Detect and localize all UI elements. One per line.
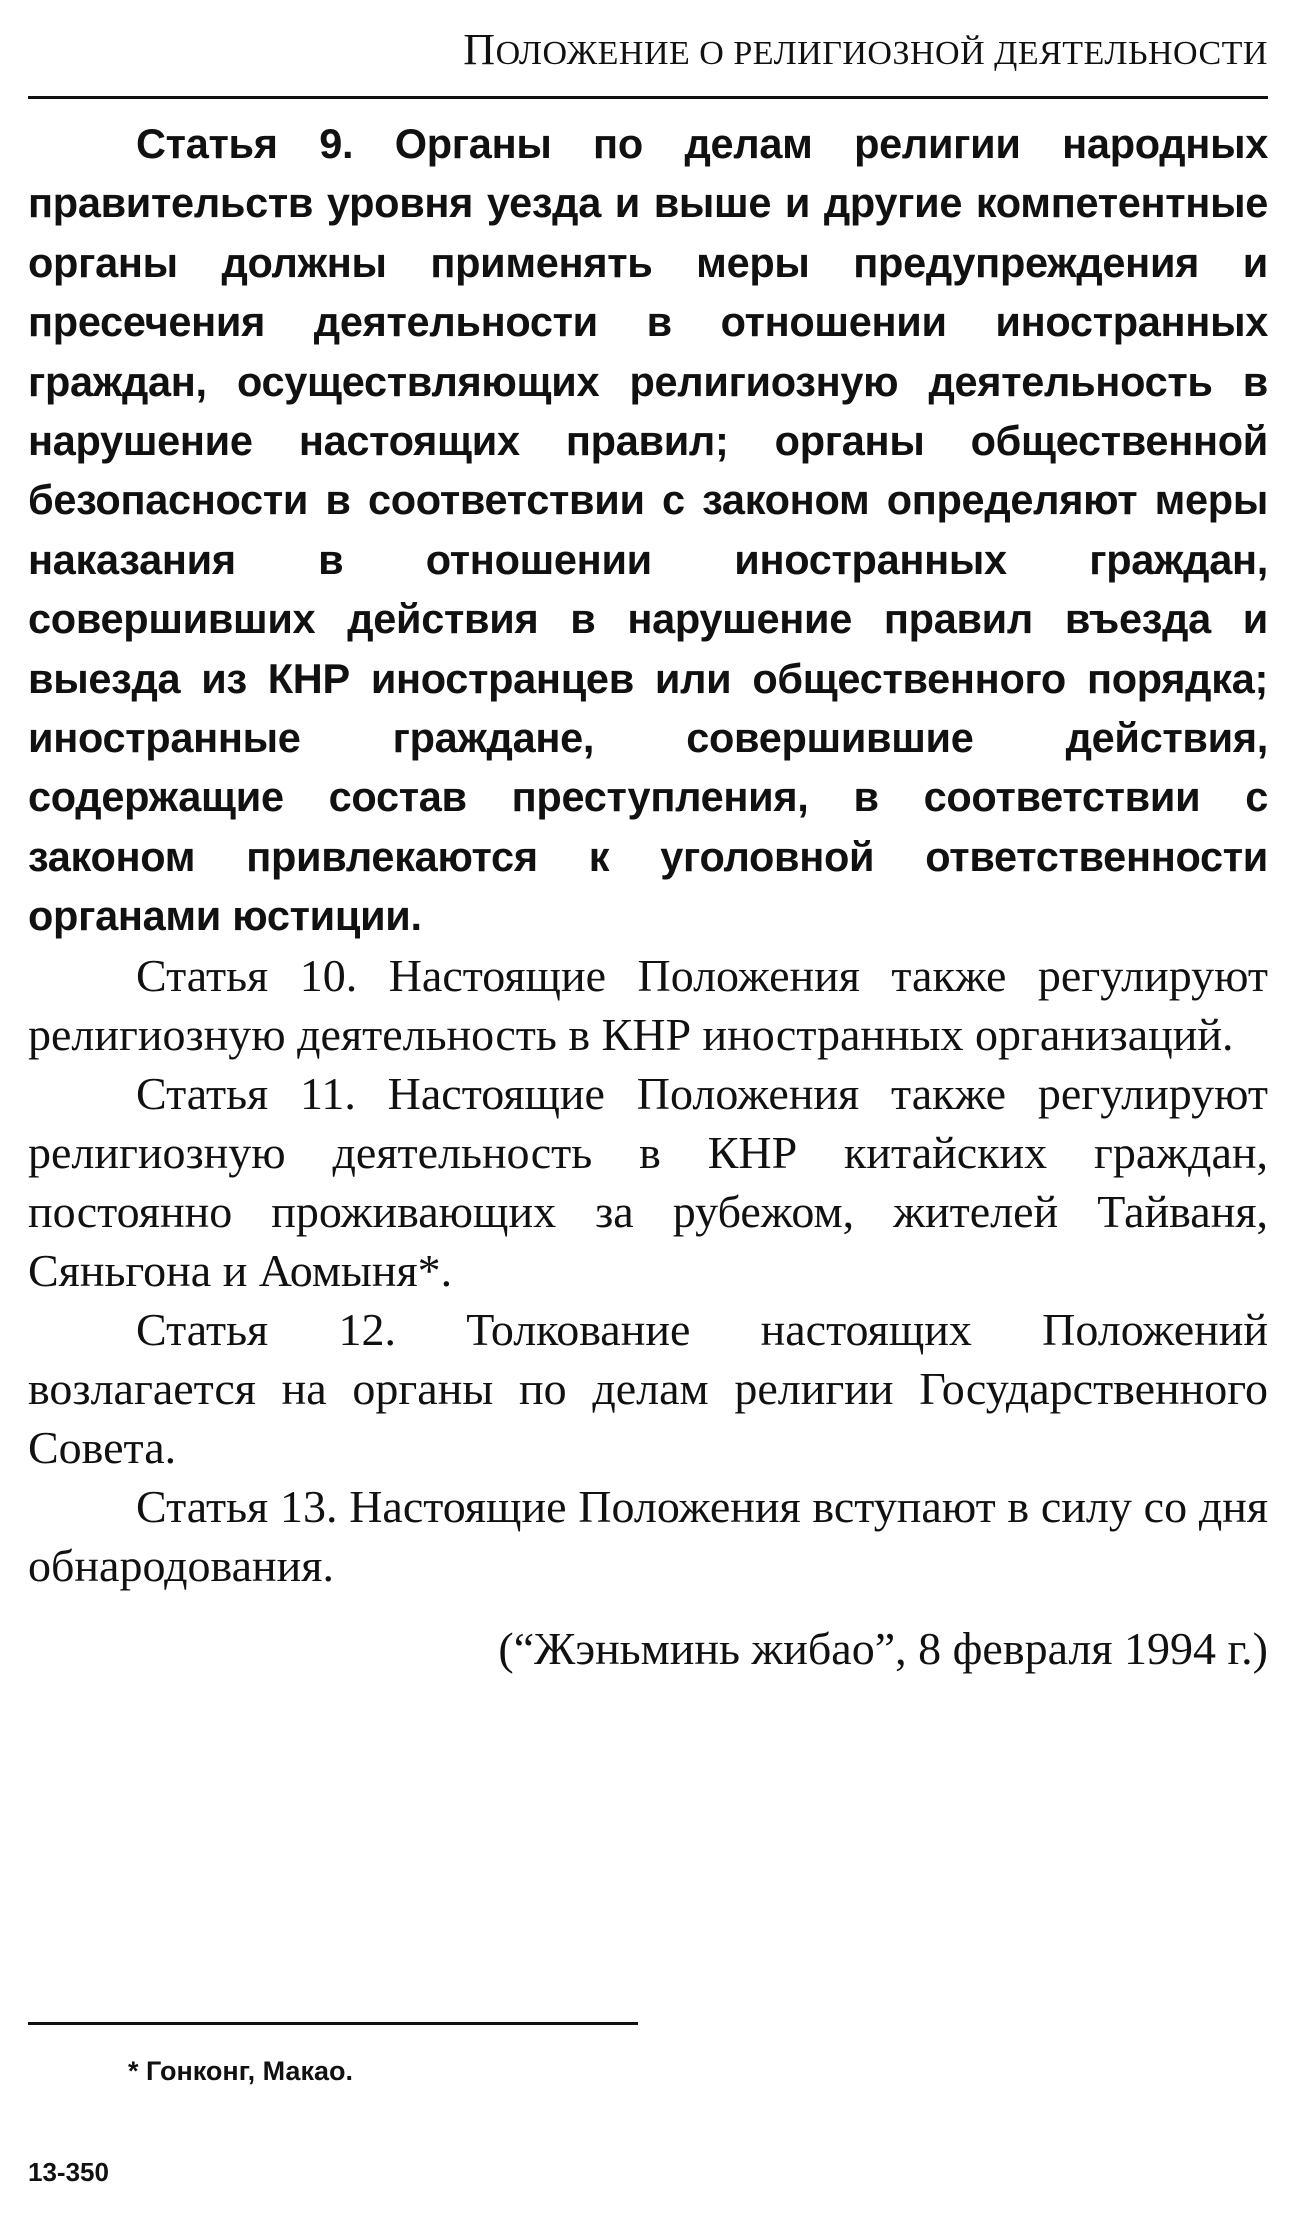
signature-mark: 13-350 bbox=[28, 2157, 109, 2187]
footnote: * Гонконг, Макао. bbox=[128, 2056, 353, 2086]
footnote-rule bbox=[28, 2022, 638, 2025]
running-head bbox=[28, 24, 1268, 80]
body-text bbox=[28, 114, 1268, 1595]
article-10: Статья 10. Настоящие Положения также регулируют религиозную деятельность в КНР иностранных организаций. bbox=[28, 949, 1268, 1060]
article-12: Статья 12. Толкование настоящих Положений возлагается на органы по делам религии Государственного Совета. bbox=[28, 1303, 1268, 1473]
running-head-rest: ОЛОЖЕНИЕ О РЕЛИГИОЗНОЙ ДЕЯТЕЛЬНОСТИ bbox=[495, 35, 1268, 72]
header-rule bbox=[28, 96, 1268, 99]
document-page bbox=[28, 24, 1268, 2204]
source-citation: (“Жэньминь жибао”, 8 февраля 1994 г.) bbox=[498, 1623, 1268, 1674]
article-11: Статья 11. Настоящие Положения также регулируют религиозную деятельность в КНР китайских граждан, постоянно проживающих за рубежом, жителей Тайваня, Сяньгона и Аомыня*. bbox=[28, 1067, 1268, 1296]
running-head-initial: П bbox=[463, 25, 496, 74]
article-9: Статья 9. Органы по делам религии народных правительств уровня уезда и выше и другие компетентные органы должны применять меры предупреждения и пресечения деятельности в отношении иностранных граждан, осуществляющих религиозную деятельность в нарушение настоящих правил; органы общественной безопасности в соответствии с законом определяют меры наказания в отношении иностранных граждан, совершивших действия в нарушение правил въезда и выезда из КНР иностранцев или общественного порядка; иностранные граждане, совершившие действия, содержащие состав преступления, в соответствии с законом привлекаются к уголовной ответственности органами юстиции. bbox=[28, 120, 1268, 940]
article-13: Статья 13. Настоящие Положения вступают в силу со дня обнародования. bbox=[28, 1480, 1268, 1591]
